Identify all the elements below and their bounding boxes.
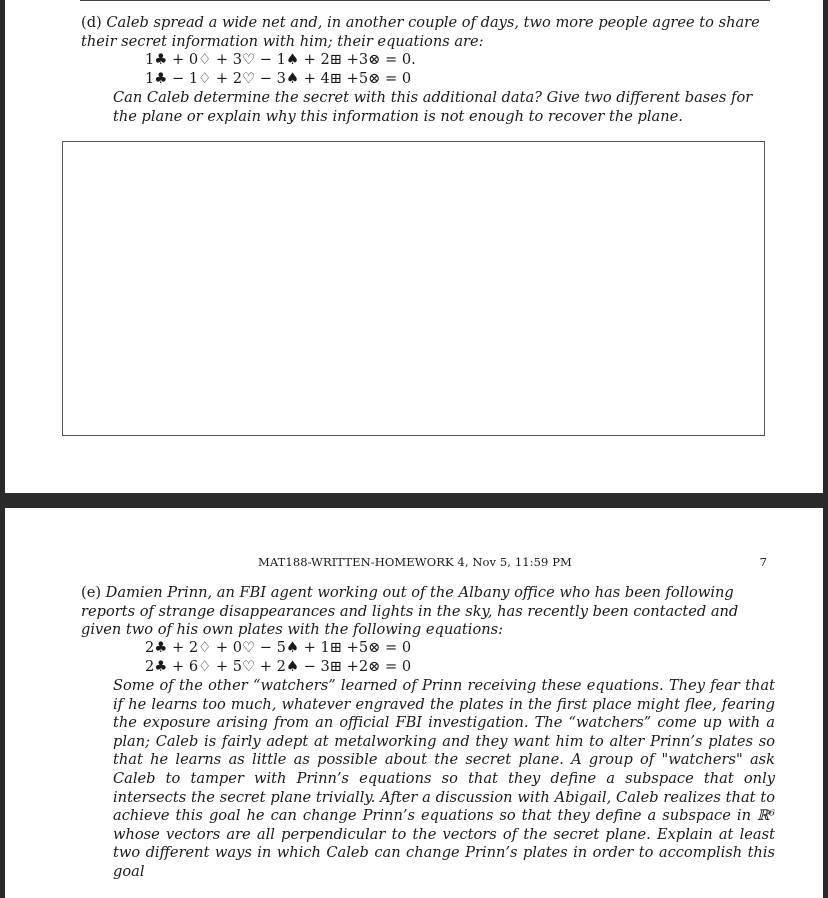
page-top <box>5 0 823 493</box>
page-bottom <box>5 508 823 898</box>
page-number: 7 <box>759 555 767 569</box>
part-d-intro <box>81 14 781 51</box>
part-d-intro-text: Caleb spread a wide net and, in another couple of days, two more people agree to share their secret information with him; their equations are: <box>81 14 760 50</box>
part-d-question: Can Caleb determine the secret with this additional data? Give two different bases for the plane or explain why this information is not enough to recover the plane. <box>113 89 753 125</box>
top-rule <box>80 0 770 1</box>
part-e-intro <box>81 584 781 640</box>
part-d-equation-2: 1♣ − 1♢ + 2♡ − 3♠ + 4⊞ +5⊗ = 0 <box>145 70 412 87</box>
part-d-label: (d) <box>81 14 102 31</box>
part-e-equation-2: 2♣ + 6♢ + 5♡ + 2♠ − 3⊞ +2⊗ = 0 <box>145 658 412 675</box>
part-d-equation-1: 1♣ + 0♢ + 3♡ − 1♠ + 2⊞ +3⊗ = 0. <box>145 51 416 68</box>
part-e-intro-text: Damien Prinn, an FBI agent working out of the Albany office who has been following reports of strange disappearances and lights in the sky, has recently been contacted and given two of his own plates with the following equations: <box>81 584 739 639</box>
part-e-label: (e) <box>81 584 102 601</box>
part-e-equation-1: 2♣ + 2♢ + 0♡ − 5♠ + 1⊞ +5⊗ = 0 <box>145 639 412 656</box>
answer-box[interactable] <box>62 141 765 436</box>
part-e-body: Some of the other “watchers” learned of Prinn receiving these equations. They fear that if he learns too much, whatever engraved the plates in the first place might flee, fearing the exposure arising from an official FBI investigation. The “watchers” come up with a plan; Caleb is fairly adept at metalworking and they want him to alter Prinn’s plates so that he learns as little as possible about the secret plane. A group of "watchers" ask Caleb to tamper with Prinn’s equations so that they define a subspace that only intersects the secret plane trivially. After a discussion with Abigail, Caleb realizes that to achieve this goal he can change Prinn’s equations so that they define a subspace in ℝ⁶ whose vectors are all perpendicular to the vectors of the secret plane. Explain at least two different ways in which Caleb can change Prinn’s plates in order to accomplish this goal <box>113 677 775 880</box>
page-header: MAT188-WRITTEN-HOMEWORK 4, Nov 5, 11:59 PM <box>258 555 572 569</box>
